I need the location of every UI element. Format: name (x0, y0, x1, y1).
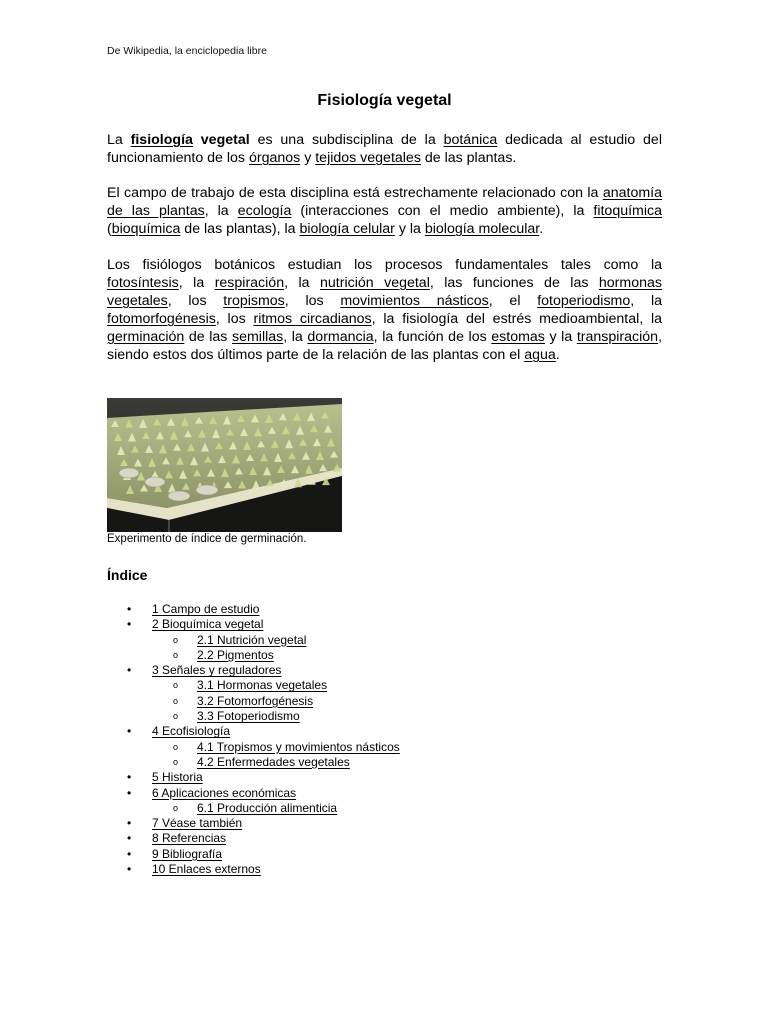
link-ecologia[interactable]: ecología (237, 203, 292, 219)
link-biologia-celular[interactable]: biología celular (299, 221, 395, 237)
toc-item (107, 617, 507, 632)
source-line: De Wikipedia, la enciclopedia libre (107, 45, 267, 57)
text: y la (394, 221, 425, 237)
text: . (539, 221, 544, 237)
toc-link[interactable]: 4.2 Enfermedades vegetales (197, 754, 350, 769)
text: , los (284, 293, 341, 309)
toc-subitem (107, 755, 507, 770)
toc-link[interactable]: 4 Ecofisiología (152, 724, 231, 739)
toc-link[interactable]: 3.3 Fotoperiodismo (197, 709, 300, 724)
link-nutricion-vegetal[interactable]: nutrición vegetal (320, 275, 430, 291)
sub-bullet: o (173, 802, 179, 813)
toc-item (107, 724, 507, 739)
text: , la (178, 275, 215, 291)
text: La (107, 132, 131, 148)
link-transpiracion[interactable]: transpiración (576, 329, 659, 345)
germination-image (107, 398, 342, 532)
link-dormancia[interactable]: dormancia (307, 329, 374, 345)
text: , los (167, 293, 224, 309)
bullet: • (127, 816, 132, 831)
link-ritmos-circadianos[interactable]: ritmos circadianos (253, 311, 372, 327)
text: de las (184, 329, 232, 345)
toc-subitem (107, 694, 507, 709)
field-paragraph (107, 184, 662, 238)
sub-bullet: o (173, 711, 179, 722)
link-movimientos-nasticos[interactable]: movimientos násticos (340, 293, 489, 309)
text: , siendo estos dos últimos parte de la relación de las plantas con el (107, 329, 663, 363)
text: de las plantas), la (180, 221, 300, 237)
sub-bullet: o (173, 680, 179, 691)
bullet: • (127, 846, 132, 861)
link-anatomia[interactable]: anatomía de las plantas (107, 185, 662, 219)
text: es una subdisciplina de la (249, 132, 444, 148)
link-organos[interactable]: órganos (248, 150, 301, 166)
toc-subitem (107, 648, 507, 663)
text: Los fisiólogos botánicos estudian los procesos fundamentales tales como la (107, 257, 662, 273)
link-botanica[interactable]: botánica (443, 132, 498, 148)
toc-item (107, 663, 507, 678)
toc-link[interactable]: 6 Aplicaciones económicas (152, 785, 297, 800)
text: y (300, 150, 316, 166)
bullet: • (127, 602, 132, 616)
text: , la (204, 203, 238, 219)
text: , la fisiología del estrés medioambiental, la (371, 311, 663, 327)
text: , las funciones de las (429, 275, 599, 291)
link-semillas[interactable]: semillas (232, 329, 284, 345)
toc-link[interactable]: 5 Historia (152, 770, 203, 785)
toc-link[interactable]: 2.1 Nutrición vegetal (197, 632, 307, 647)
toc-link[interactable]: 3.1 Hormonas vegetales (197, 678, 328, 693)
link-bioquimica[interactable]: bioquímica (111, 221, 181, 237)
link-fotoperiodismo[interactable]: fotoperiodismo (537, 293, 631, 309)
text: (interacciones con el medio ambiente), la (291, 203, 594, 219)
link-germinacion[interactable]: germinación (107, 329, 185, 345)
toc-subitem (107, 633, 507, 648)
bullet: • (127, 770, 132, 785)
bullet: • (127, 785, 132, 800)
toc-item (107, 816, 507, 831)
bullet: • (127, 724, 132, 739)
link-biologia-molecular[interactable]: biología molecular (424, 221, 540, 237)
text (193, 132, 201, 148)
text: , la función de los (373, 329, 492, 345)
link-agua[interactable]: agua (524, 347, 556, 363)
toc-link[interactable]: 9 Bibliografía (152, 846, 223, 861)
toc-title: Índice (107, 567, 148, 583)
link-hormonas-vegetales[interactable]: hormonas vegetales (107, 275, 662, 309)
text: dedicada al estudio del funcionamiento de los (107, 132, 662, 166)
toc-subitem (107, 801, 507, 816)
intro-paragraph (107, 131, 662, 167)
toc-item (107, 602, 507, 617)
toc-item (107, 862, 507, 877)
link-fitoquimica[interactable]: fitoquímica (593, 203, 662, 219)
toc-link[interactable]: 10 Enlaces externos (152, 862, 261, 877)
toc-item (107, 847, 507, 862)
toc-link[interactable]: 6.1 Producción alimenticia (197, 800, 338, 815)
toc-item (107, 770, 507, 785)
bullet: • (127, 862, 132, 877)
text: , la (283, 329, 308, 345)
link-fotomorfogenesis[interactable]: fotomorfogénesis (107, 311, 216, 327)
toc-link[interactable]: 1 Campo de estudio (152, 602, 260, 616)
text: , la (284, 275, 321, 291)
link-estomas[interactable]: estomas (491, 329, 545, 345)
toc-subitem (107, 740, 507, 755)
toc-link[interactable]: 2 Bioquímica vegetal (152, 617, 264, 632)
text: , los (215, 311, 254, 327)
text: , la (630, 293, 662, 309)
bold-vegetal: vegetal (200, 132, 250, 148)
toc-link[interactable]: 3.2 Fotomorfogénesis (197, 693, 314, 708)
toc-link[interactable]: 7 Véase también (152, 816, 243, 831)
text: y la (544, 329, 577, 345)
germination-photo (107, 398, 342, 532)
sub-bullet: o (173, 634, 179, 645)
text: El campo de trabajo de esta disciplina está estrechamente relacionado con la (107, 185, 603, 201)
sub-bullet: o (173, 741, 179, 752)
link-fotosintesis[interactable]: fotosíntesis (107, 275, 179, 291)
sub-bullet: o (173, 756, 179, 767)
text: ( (107, 221, 112, 237)
page-title: Fisiología vegetal (317, 92, 452, 109)
figure-caption: Experimento de índice de germinación. (107, 533, 307, 545)
toc-link[interactable]: 3 Señales y reguladores (152, 663, 282, 678)
toc-link[interactable]: 4.1 Tropismos y movimientos násticos (197, 739, 400, 754)
text: . (555, 347, 560, 363)
toc-item (107, 786, 507, 801)
text: , el (488, 293, 538, 309)
toc-subitem (107, 709, 507, 724)
link-respiracion[interactable]: respiración (214, 275, 285, 291)
toc-item (107, 831, 507, 846)
toc-subitem (107, 678, 507, 693)
bullet: • (127, 663, 132, 678)
table-of-contents (107, 602, 507, 877)
toc-link[interactable]: 8 Referencias (152, 831, 227, 846)
bullet: • (127, 617, 132, 632)
bullet: • (127, 831, 132, 846)
processes-paragraph (107, 256, 662, 364)
sub-bullet: o (173, 695, 179, 706)
toc-link[interactable]: 2.2 Pigmentos (197, 647, 274, 662)
link-tejidos-vegetales[interactable]: tejidos vegetales (315, 150, 421, 166)
text: de las plantas. (420, 150, 517, 166)
link-fisiologia[interactable]: fisiología (130, 132, 193, 148)
link-tropismos[interactable]: tropismos (223, 293, 285, 309)
sub-bullet: o (173, 649, 179, 660)
